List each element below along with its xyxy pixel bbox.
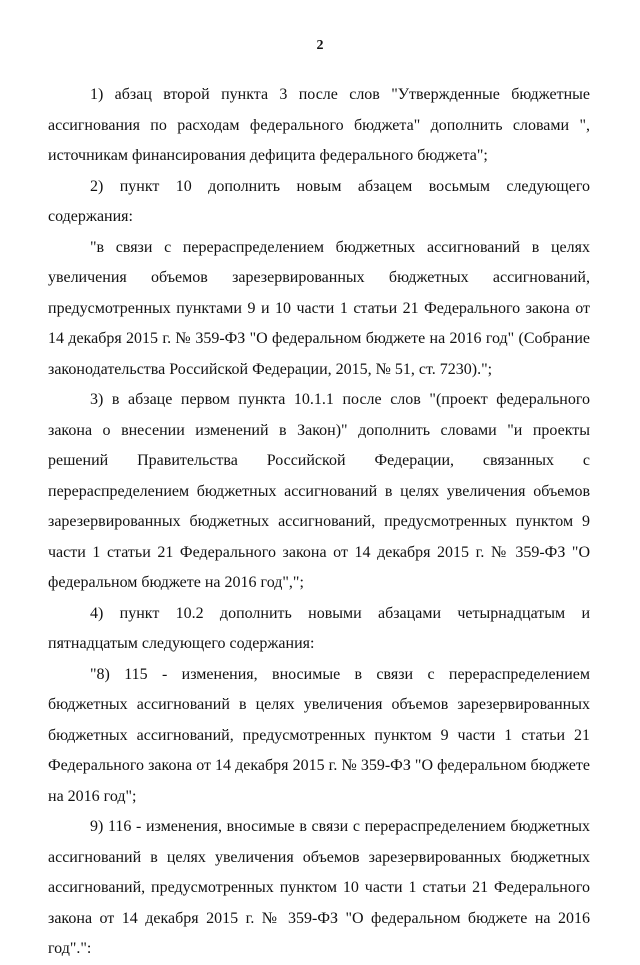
paragraph-2: 2) пункт 10 дополнить новым абзацем восьмым следующего содержания: [48,177,590,225]
paragraph-7: 9) 116 - изменения, вносимые в связи с перераспределением бюджетных ассигнований в целях увеличения объемов зарезервированных бюджетных ассигнований, предусмотренных пунктом 10 части 1 статьи 21 Федерального закона от 14 декабря 2015 г. № 359-ФЗ "О федеральном бюджете на 2016 год".": [48,818,590,957]
page-number: 2 [316,38,324,53]
paragraph-6: "8) 115 - изменения, вносимые в связи с перераспределением бюджетных ассигнований в целях увеличения объемов зарезервированных бюджетных ассигнований, предусмотренных пунктом 9 части 1 статьи 21 Федерального закона от 14 декабря 2015 г. № 359-ФЗ "О федеральном бюджете на 2016 год"; [48,665,590,805]
paragraph-1: 1) абзац второй пункта 3 после слов "Утвержденные бюджетные ассигнования по расходам федерального бюджета" дополнить словами ", источникам финансирования дефицита федерального бюджета"; [48,86,590,164]
document-body [48,80,590,965]
paragraph-5: 4) пункт 10.2 дополнить новыми абзацами четырнадцатым и пятнадцатым следующего содержания: [48,604,590,652]
paragraph-4: 3) в абзаце первом пункта 10.1.1 после слов "(проект федерального закона о внесении изменений в Закон)" дополнить словами "и проекты решений Правительства Российской Федерации, связанных с перераспределением бюджетных ассигнований в целях увеличения объемов зарезервированных бюджетных ассигнований, предусмотренных пунктом 9 части 1 статьи 21 Федерального закона от 14 декабря 2015 г. № 359-ФЗ "О федеральном бюджете на 2016 год","; [48,391,590,591]
paragraph-3: "в связи с перераспределением бюджетных ассигнований в целях увеличения объемов зарезервированных бюджетных ассигнований, предусмотренных пунктами 9 и 10 части 1 статьи 21 Федерального закона от 14 декабря 2015 г. № 359-ФЗ "О федеральном бюджете на 2016 год" (Собрание законодательства Российской Федерации, 2015, № 51, ст. 7230)."; [48,238,590,378]
